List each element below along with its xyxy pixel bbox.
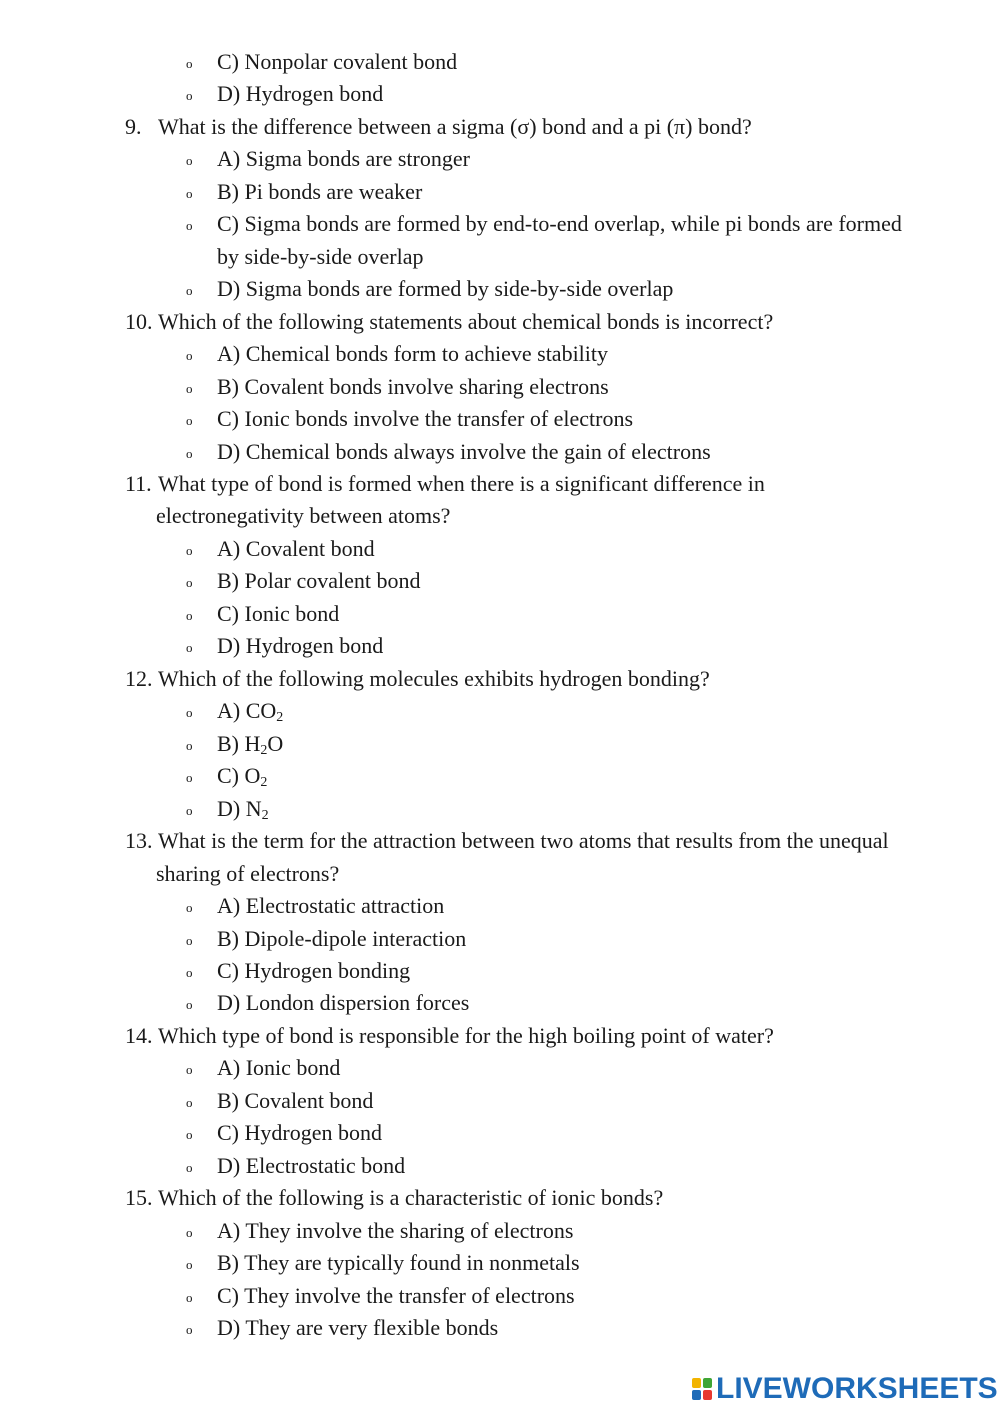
bullet-icon: o	[186, 608, 193, 623]
question-number: 9.	[125, 114, 142, 139]
logo-square-3	[692, 1390, 701, 1400]
question-text: Which of the following molecules exhibits hydrogen bonding?	[158, 666, 710, 691]
bullet-icon: o	[186, 283, 193, 298]
question-text: Which type of bond is responsible for the high boiling point of water?	[158, 1023, 774, 1048]
bullet-icon: o	[186, 997, 193, 1012]
question-number: 15.	[125, 1185, 153, 1210]
worksheet-page: o C) Nonpolar covalent bond o D) Hydrogen bond 9. What is the difference between a sigma (σ) bond and a pi (π) bond? o A) Sigma bonds are stronger o B) Pi bonds are weaker o C) Sigma bonds are formed by end-to-end overlap, while pi bonds are formed by side-by-side overlap o D) Sigma bonds are formed by side-by-side overlap 10. Which of the following statements about chemical bonds is incorrect? o A) Chemical bonds form to achieve stability o B) Covalent bonds involve sharing electrons o C) Ionic bonds involve the transfer of electrons o D) Chemical bonds always involve the gain of electrons 11. What type of bond is formed when there is a significant difference in electronegativity between atoms? o A) Covalent bond o B) Polar covalent bond o C) Ionic bond o D) Hydrogen bond 12. Which of the following molecules exhibits hydrogen bonding? o A) $CO_2$ o B) $H_2O$ o C) $O_2$ o D) $N_2$ 13. What is the term for the attraction between two atoms that results from the unequal sharing of electrons? o A) Electrostatic attraction o B) Dipole-dipole interaction o C) Hydrogen bonding o D) London dispersion forces 14. Which type of bond is responsible for the high boiling point of water? o A) Ionic bond o B) Covalent bond o C) Hydrogen bond o D) Electrostatic bond 15. Which of the following is a characteristic of ionic bonds? o A) They involve the sharing of electrons o B) They are typically found in nonmetals o C) They involve the transfer of electrons o D) They are very flexible bonds LIVEWORKSHEETS	[125, 49, 998, 1405]
bullet-icon: o	[186, 1095, 193, 1110]
bullet-icon: o	[186, 1160, 193, 1175]
question-text: Which of the following statements about chemical bonds is incorrect?	[158, 309, 774, 334]
bullet-icon: o	[186, 381, 193, 396]
bullet-icon: o	[186, 543, 193, 558]
question-number: 11.	[125, 471, 152, 496]
bullet-icon: o	[186, 56, 193, 71]
bullet-icon: o	[186, 900, 193, 915]
logo-square-2	[703, 1378, 712, 1388]
bullet-icon: o	[186, 1322, 193, 1337]
bullet-icon: o	[186, 413, 193, 428]
bullet-icon: o	[186, 575, 193, 590]
question-text: Which of the following is a characteristic of ionic bonds?	[158, 1185, 664, 1210]
bullet-icon: o	[186, 446, 193, 461]
question-number: 14.	[125, 1023, 153, 1048]
bullet-icon: o	[186, 803, 193, 818]
bullet-icon: o	[186, 640, 193, 655]
bullet-icon: o	[186, 1225, 193, 1240]
logo-icon	[692, 1378, 712, 1400]
bullet-icon: o	[186, 88, 193, 103]
bullet-icon: o	[186, 1290, 193, 1305]
bullet-icon: o	[186, 218, 193, 233]
question-number: 13.	[125, 828, 153, 853]
bullet-icon: o	[186, 153, 193, 168]
logo-text: LIVEWORKSHEETS	[716, 1372, 998, 1405]
bullet-icon: o	[186, 933, 193, 948]
question-number: 12.	[125, 666, 153, 691]
question-text: What is the term for the attraction between two atoms that results from the unequal	[158, 828, 889, 853]
bullet-icon: o	[186, 965, 193, 980]
bullet-icon: o	[186, 1062, 193, 1077]
bullet-icon: o	[186, 348, 193, 363]
logo-square-1	[692, 1378, 701, 1388]
bullet-icon: o	[186, 186, 193, 201]
question-text: What type of bond is formed when there is a significant difference in	[158, 471, 765, 496]
bullet-icon: o	[186, 1127, 193, 1142]
liveworksheets-logo[interactable]	[692, 1372, 998, 1406]
logo-square-4	[703, 1390, 712, 1400]
question-text: What is the difference between a sigma (σ) bond and a pi (π) bond?	[158, 114, 752, 139]
bullet-icon: o	[186, 738, 193, 753]
bullet-icon: o	[186, 1257, 193, 1272]
question-number: 10.	[125, 309, 153, 334]
bullet-icon: o	[186, 705, 193, 720]
bullet-icon: o	[186, 770, 193, 785]
